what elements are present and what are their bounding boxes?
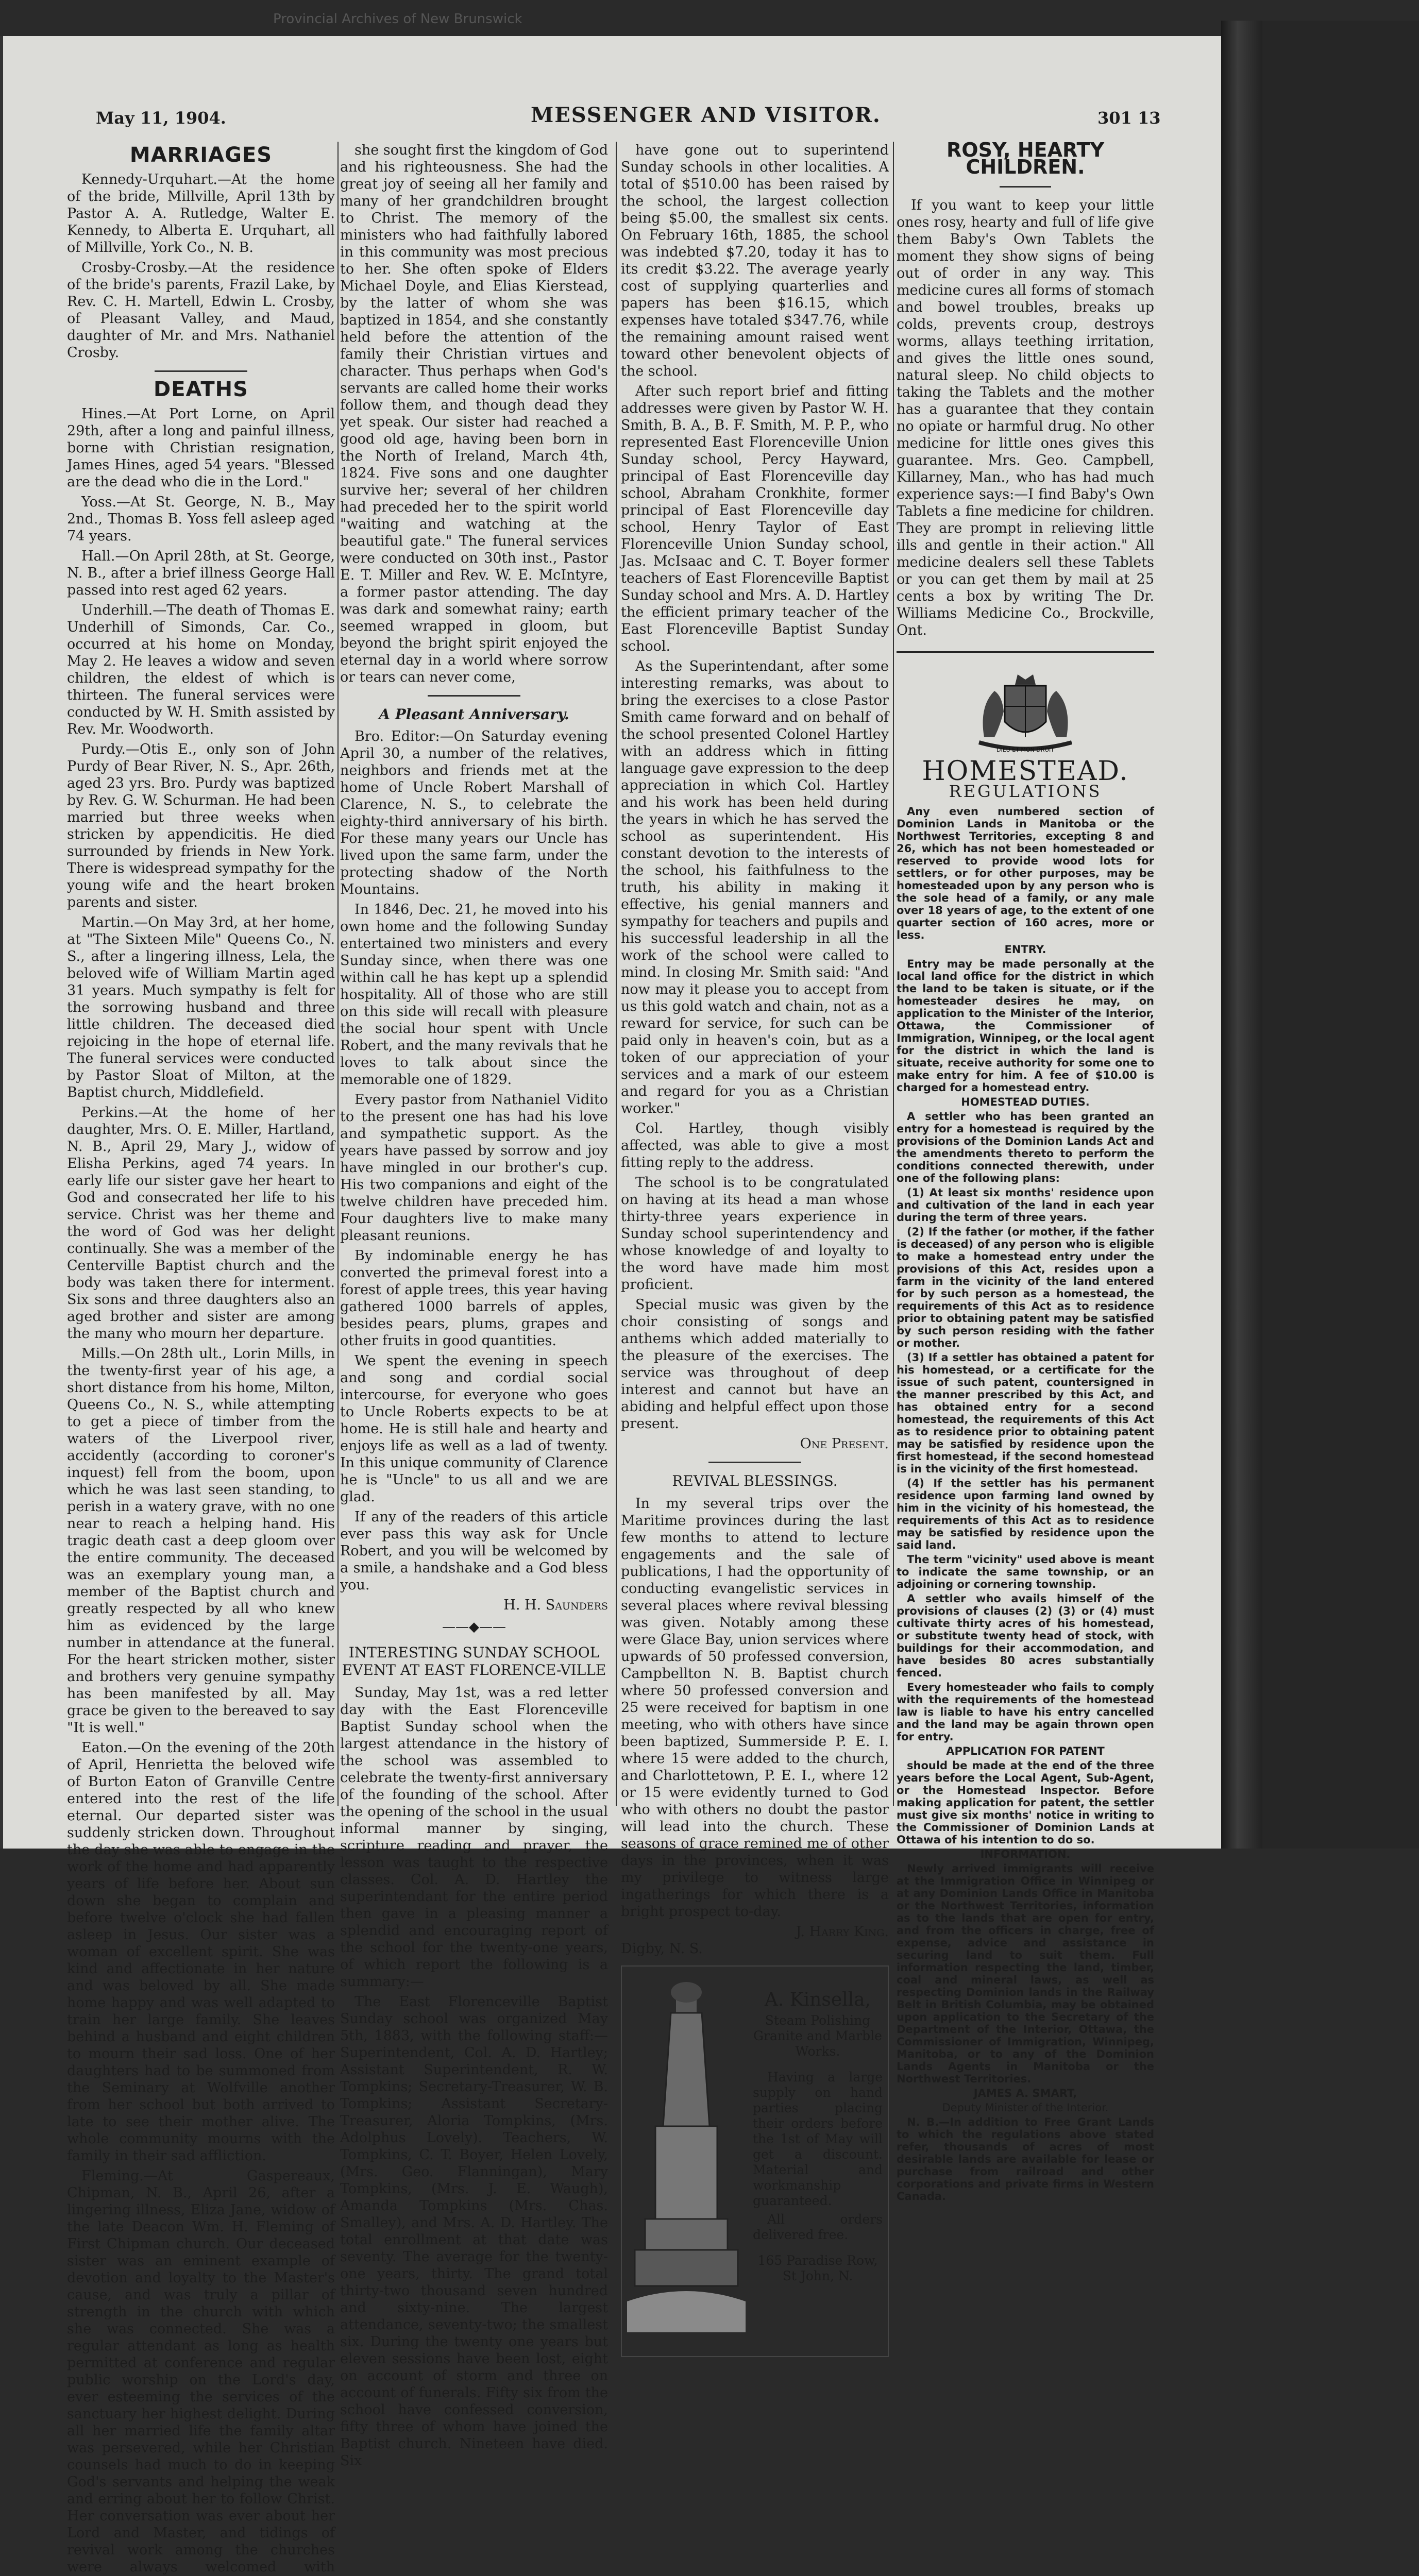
entry-heading: ENTRY.: [1004, 943, 1046, 956]
marriage-notice: Crosby-Crosby.—At the residence of the bride's parents, Frazil Lake, by Rev. C. H. Martell, Edwin L. Crosby, of Pleasant Valley, and Maud, daughter of Mr. and Mrs. Nathaniel Crosby.: [67, 260, 335, 361]
kinsella-advertisement: [621, 1965, 889, 2357]
issue-date: May 11, 1904.: [96, 108, 226, 128]
school-paragraph: have gone out to superintend Sunday schools in other localities. A total of $510.00 has been raised by the school, the largest collection being $5.00, the smallest six cents. On February 16th, 1885, the school was indebted $7.20, today it has to its credit $3.22. The average yearly cost of supplying quarterlies and papers has been $16.15, which expenses have totaled $347.76, while the remaining amount raised went toward other benevolent objects of the school.: [621, 142, 889, 379]
advertiser-trade: Steam Polishing Granite and Marble Works.: [753, 2013, 882, 2059]
monument-illustration: [627, 1972, 746, 2343]
death-notice: Mills.—On 28th ult., Lorin Mills, in the twenty-first year of his age, a short distance from his home, Milton, Queens Co., N. S., while attempting to get a piece of timber from the waters of the Liverpool river, accidently (according to coroner's inquest) fell from the boom, upon which he was last seen standing, to perish in a watery grave, with no one near to reach a helping hand. His tragic death cast a deep gloom over the entire community. The deceased was an exemplary young man, a member of the Baptist church and greatly respected by all who knew him as evidenced by the large number in attendance at the funeral. For the heart stricken mother, sister and brothers very genuine sympathy has been manifested by all. May grace be given to the bereaved to say "It is well.": [67, 1346, 335, 1736]
school-paragraph: Special music was given by the choir consisting of songs and anthems which added materially to the pleasure of the exercises. The service was throughout of deep interest and cannot but have an abiding and helpful effect upon those present.: [621, 1297, 889, 1432]
duties-heading: HOMESTEAD DUTIES.: [961, 1096, 1090, 1108]
divider: [897, 651, 1154, 653]
revival-heading: REVIVAL BLESSINGS.: [672, 1472, 838, 1489]
death-notice: Hines.—At Port Lorne, on April 29th, after a long and painful illness, borne with Christian resignation, James Hines, aged 54 years. "Blessed are the dead who die in the Lord.": [67, 406, 335, 490]
patent-text: should be made at the end of the three years before the Local Agent, Sub-Agent, or the Homestead Inspector. Before making application for patent, the settler must give six months' notice in writing to the Commissioner of Dominion Lands at Ottawa of his intention to do so.: [897, 1759, 1154, 1846]
death-notice: Martin.—On May 3rd, at her home, at "The Sixteen Mile" Queens Co., N. S., after a lingering illness, Lela, the beloved wife of William Martin aged 31 years. Much sympathy is felt for the sorrowing husband and three little children. The deceased died rejoicing in the hope of eternal life. The funeral services were conducted by Pastor Sloat of Milton, at the Baptist church, Middlefield.: [67, 914, 335, 1100]
anniversary-paragraph: Bro. Editor:—On Saturday evening April 30, a number of the relatives, neighbors and friends met at the home of Uncle Robert Marshall of Clarence, N. S., to celebrate the eighty-third anniversary of his birth. For these many years our Uncle has lived upon the same farm, under the protecting shadow of the North Mountains.: [340, 728, 608, 897]
revival-paragraph: In my several trips over the Maritime provinces during the last few months to attend to lecture engagements and the sale of publications, I had the opportunity of conducting evangelistic services in several places where revival blessing was given. Notably among these were Glace Bay, union services where upwards of 50 professed conversion, Campbellton N. B. Baptist church where 50 professed conversion and 25 were received for baptism in one meeting, who with others have since been baptized, Summerside P. E. I. where 15 were added to the church, and Charlottetown, P. E. I., where 12 or 15 were evidently turned to God who with others no doubt the pastor will lead into the church. These seasons of grace remined me of other days in the provinces, when it was my privilege to witness large ingatherings for which there is a bright prospect to-day.: [621, 1496, 889, 1920]
duties-text: (3) If a settler has obtained a patent for his homestead, or a certificate for the issue of such patent, countersigned in the manner prescribed by this Act, and has obtained entry for a second homestead, the requirements of this Act as to residence prior to obtaining patent may be satisfied by residence upon the first homestead, if the second homestead is in the vicinity of the first homestead.: [897, 1351, 1154, 1475]
scan-background: [1262, 21, 1419, 1849]
divider: [155, 370, 247, 372]
nb-note: N. B.—In addition to Free Grant Lands to which the regulations above stated refer, thousands of acres of most desirable lands are available for lease or purchase from railroad and other corporations and private firms in Western Canada.: [897, 2116, 1154, 2202]
school-paragraph: The school is to be congratulated on having at its head a man whose thirty-three years experience in Sunday school superintendency and whose knowledge of and loyalty to the word have made him most proficient.: [621, 1175, 889, 1293]
signer-name: JAMES A. SMART,: [973, 2087, 1077, 2099]
school-signature: One Present.: [800, 1436, 889, 1452]
death-notice: Purdy.—Otis E., only son of John Purdy of Bear River, N. S., Apr. 26th, aged 23 yrs. Bro. Purdy was baptized by Rev. G. W. Schurman. He had been married but three weeks when stricken by appendicitis. He died surrounded by friends in New York. There is widespread sympathy for the young wife and the heart broken parents and sister.: [67, 741, 335, 910]
revival-signature: J. Harry King.: [796, 1924, 889, 1940]
homestead-heading: HOMESTEAD.: [922, 756, 1129, 787]
ad-text: [753, 1972, 883, 2351]
anniversary-paragraph: We spent the evening in speech and song and cordial social intercourse, for everyone who goes to Uncle Roberts expects to be at home. He is still hale and hearty and enjoys life as well as a lad of twenty. In this unique community of Clarence he is "Uncle" to us all and we are glad.: [340, 1353, 608, 1505]
ad-address: 165 Paradise Row, St John, N.: [757, 2253, 878, 2283]
entry-text: Entry may be made personally at the local land office for the district in which the land to be taken is situate, or if the homesteader desires he may, on application to the Minister of the Interior, Ottawa, the Commissioner of Immigration, Winnipeg, or the local agent for the district in which the land is situate, receive authority for some one to make entry for him. A fee of $10.00 is charged for a homestead entry.: [897, 958, 1154, 1094]
information-heading: INFORMATION.: [980, 1848, 1071, 1860]
duties-text: A settler who avails himself of the provisions of clauses (2) (3) or (4) must cultivate thirty acres of his homestead, or substitute twenty head of stock, with buildings for their accommodation, and have besides 80 acres substantially fenced.: [897, 1592, 1154, 1679]
column-rule: [616, 142, 617, 1806]
column-advertisements: [897, 139, 1154, 2202]
column-marriages-deaths: [67, 142, 335, 2575]
column-rule: [337, 142, 339, 1806]
rosy-children-heading: ROSY, HEARTY CHILDREN.: [947, 139, 1104, 178]
anniversary-heading: A Pleasant Anniversary.: [379, 706, 569, 723]
death-notice: Fleming.—At Gaspereaux, Chipman, N. B., April 26, after a lingering illness, Eliza Jane, widow of the late Deacon Wm. H. Fleming of First Chipman church. Our deceased sister was an eminent example of devotion and loyalty to the Master's cause, and was truly a pillar of strength in the church with which she was connected. She was a regular attendant as long as health permitted at conference and regular public worship on the Lord's day, ever esteeming the services of the sanctuary her highest delight. During all her married life the family altar was persevered, while her Christian counsels had much to do in keeping God's servants and helping the weak and erring about her to follow Christ. Her conversation was ever about her Lord and Master, and tidings of revival work among the churches were always welcomed with: [67, 2168, 335, 2575]
ad-body: Having a large supply on hand parties placing their orders before the 1st of May will get a discount. Material and workmanship guaranteed.: [753, 2070, 883, 2208]
regulations-heading: REGULATIONS: [949, 782, 1102, 801]
anniversary-signature: H. H. Saunders: [503, 1597, 608, 1613]
divider: [1000, 186, 1051, 188]
death-notice: Eaton.—On the evening of the 20th of April, Henrietta the beloved wife of Burton Eaton of Granville Centre entered into the rest of the life eternal. Our departed sister was suddenly stricken down. Throughout the day she was able to engage in the work of the home and had apparently years of life before her. About sun down she began to complain and before twelve o'clock she had fallen asleep in Jesus. Our sister was a woman of excellent spirit. She was kind and affectionate in her nature and was beloved by all. She made home happy and was well adapted to train her large family. She leaves behind a husband and eight children to mourn their sad loss. One of her daughters had to be summoned from the Seminary at Wolfville another from her school but both arrived to late to see their mother alive. The whole community mourns with the family in their sad affliction.: [67, 1740, 335, 2164]
revival-place: Digby, N. S.: [621, 1941, 703, 1957]
divider: [708, 1462, 801, 1463]
rosy-children-text: If you want to keep your little ones rosy, hearty and full of life give them Baby's Own Tablets the moment they show signs of being out of order in any way. This medicine cures all forms of stomach and bowel troubles, breaks up colds, prevents croup, destroys worms, allays teething irritation, and gives the little ones sound, natural sleep. No child objects to taking the Tablets and the mother has a guarantee that they contain no opiate or harmful drug. No other medicine for little ones gives this guarantee. Mrs. Geo. Campbell, Killarney, Man., who has had much experience says:—I find Baby's Own Tablets a fine medicine for children. They are prompt in relieving little ills and gentle in their action." All medicine dealers sell these Tablets or you can get them by mail at 25 cents a box by writing The Dr. Williams Medicine Co., Brockville, Ont.: [897, 197, 1154, 638]
school-paragraph: Col. Hartley, though visibly affected, was able to give a most fitting reply to the address.: [621, 1121, 889, 1171]
obituary-continued: she sought first the kingdom of God and his righteousness. She had the great joy of seeing all her family and many of her grandchildren brought to Christ. The memory of the ministers who had faithfully labored in this community was most precious to her. She often spoke of Elders Michael Doyle, and Elias Kierstead, by the latter of whom she was baptized in 1854, and she constantly held before the attention of the family their Christian virtues and character. Thus perhaps when God's servants are called home their works follow them, and though dead they yet speak. Our sister had reached a good old age, having been born in the North of Ireland, March 4th, 1824. Five sons and one daughter survive her; several of her children had preceded her to the spirit world "waiting and watching at the beautiful gate." The funeral services were conducted on 30th inst., Pastor E. T. Miller and Rev. W. E. McIntyre, a former pastor attending. The day was dark and somewhat rainy; earth seemed wrapped in gloom, but beyond the bright spirit enjoyed the eternal day in a world where sorrow or tears can never come,: [340, 142, 608, 685]
duties-text: The term "vicinity" used above is meant to indicate the same township, or an adjoining or cornering township.: [897, 1553, 1154, 1590]
signer-title: Deputy Minister of the Interior.: [942, 2102, 1109, 2114]
school-paragraph: As the Superintendant, after some interesting remarks, was about to bring the exercises to a close Pastor Smith came forward and on behalf of the school presented Colonel Hartley with an address which in fitting language gave expression to the deep appreciation in which Col. Hartley and his work has been held during the years in which he has served the school as superintendent. His constant devotion to the interests of the school, his faithfulness to the truth, his ability in making it effective, his genial manners and sympathy for teachers and pupils and his successful leadership in all the work of the school were called to mind. In closing Mr. Smith said: "And now may it please you to accept from us this gold watch and chain, not as a reward for service, for such can be paid only in heaven's coin, but as a token of our appreciation of your services and a mark of our esteem and regard for you as a Christian worker.": [621, 658, 889, 1116]
duties-text: Every homesteader who fails to comply with the requirements of the homestead law is liable to have his entry cancelled and the land may be again thrown open for entry.: [897, 1681, 1154, 1743]
duties-text: (4) If the settler has his permanent residence upon farming land owned by him in the vicinity of his homestead, the requirements of this Act as to residence may be satisfied by residence upon the said land.: [897, 1477, 1154, 1551]
homestead-regulations: [897, 805, 1154, 2202]
page-number: 301 13: [1097, 108, 1161, 128]
school-paragraph: After such report brief and fitting addresses were given by Pastor W. H. Smith, B. A., B. F. Smith, M. P. P., who represented East Florenceville Union Sunday school, Percy Hayward, principal of East Florenceville day school, Abraham Cronkhite, former principal of East Florenceville day school, Henry Taylor of East Florenceville Union Sunday school, Jas. McIsaac and C. T. Boyer former teachers of East Florenceville Baptist Sunday school and Mrs. A. D. Hartley the efficient primary teacher of the East Florenceville Baptist Sunday school.: [621, 383, 889, 654]
column-school-revival: [621, 142, 889, 2283]
duties-text: (2) If the father (or mother, if the father is deceased) of any person who is eligible to make a homestead entry under the provisions of this Act, resides upon a farm in the vicinity of the land entered for by such person as a homestead, the requirements of this Act as to residence prior to obtaining patent may be satisfied by such person residing with the father or mother.: [897, 1226, 1154, 1349]
school-paragraph: Sunday, May 1st, was a red letter day with the East Florenceville Baptist Sunday school when the largest attendance in the history of the school was assembled to celebrate the twenty-first anniversary of the founding of the school. After the opening of the school in the usual informal manner by singing, scripture reading and prayer, the lesson was taught to the respective classes. Col. A. D. Hartley the superintendant for the entire period then gave in a pleasing manner a splendid and encouraging report of the school for the twenty-one years, of which report the following is a summary:—: [340, 1685, 608, 1990]
ornament-divider: ——◆——: [442, 1619, 506, 1635]
advertiser-name: A. Kinsella,: [764, 1989, 871, 2010]
death-notice: Yoss.—At St. George, N. B., May 2nd., Thomas B. Yoss fell asleep aged 74 years.: [67, 494, 335, 544]
binding-spine: [1221, 21, 1262, 1849]
patent-heading: APPLICATION FOR PATENT: [946, 1745, 1105, 1757]
masthead: MESSENGER AND VISITOR.: [531, 103, 881, 127]
anniversary-paragraph: Every pastor from Nathaniel Vidito to the present one has had his love and sympathetic support. As the years have passed by sorrow and joy have mingled in our brother's cup. His two companions and eight of the twelve children have preceded him. Four daughters live to make many pleasant reunions.: [340, 1092, 608, 1244]
anniversary-paragraph: By indominable energy he has converted the primeval forest into a forest of apple trees, this year having gathered 1000 barrels of apples, besides pears, plums, grapes and other fruits in good quantities.: [340, 1248, 608, 1349]
school-paragraph: The East Florenceville Baptist Sunday school was organized May 5th, 1883, with the following staff:—Superintendent, Col. A. D. Hartley; Assistant Superintendent, R. W. Tompkins; Secretary-Treasurer, W. B. Tompkins; Assistant Secretary-Treasurer, Aloria Tompkins, (Mrs. Adolphus Lovely). Teachers, W. Tompkins, C. T. Boyer, Helen Lovely, (Mrs. Geo. Flanningan), Mary Tompkins, (Mrs. J. E. Waugh), Amanda Tompkins (Mrs. Chas. Smalley), and Mrs. A. D. Hartley. The total enrollment at that date was seventy. The average for the twenty-one years, thirty. The grand total thirty-two thousand seven hundred and sixty-nine. The largest attendance, seventy-two; the smallest six. During the twenty one years but eleven sessions have been lost, eight on account of storm and three on account of funerals. Fifty six from the school have confessed conversion, fifty three of whom have joined the Baptist church. Nineteen have died. Six: [340, 1994, 608, 2469]
regulations-intro: Any even numbered section of Dominion Lands in Manitoba or the Northwest Territories, excepting 8 and 26, which has not been homesteaded or reserved to provide wood lots for settlers, or for other purposes, may be homesteaded upon by any person who is the sole head of a family, or any male over 18 years of age, to the extent of one quarter section of 160 acres, more or less.: [897, 805, 1154, 941]
marriages-heading: MARRIAGES: [129, 143, 273, 167]
column-anniversary-school: [340, 142, 608, 2469]
column-rule: [893, 142, 894, 1806]
death-notice: Underhill.—The death of Thomas E. Underhill of Simonds, Car. Co., occurred at his home on Monday, May 2. He leaves a widow and seven children, the eldest of which is thirteen. The funeral services were conducted by W. H. Smith assisted by Rev. Mr. Woodworth.: [67, 602, 335, 737]
marriage-notice: Kennedy-Urquhart.—At the home of the bride, Millville, April 13th by Pastor A. A. Rutledge, Walter E. Kennedy, to Alberta E. Urquhart, all of Millville, York Co., N. B.: [67, 172, 335, 256]
deaths-heading: DEATHS: [154, 378, 248, 401]
death-notice: Perkins.—At the home of her daughter, Mrs. O. E. Miller, Hartland, N. B., April 29, Mary J., widow of Elisha Perkins, aged 74 years. In early life our sister gave her heart to God and consecrated her life to his service. Christ was her theme and the word of God was her delight continually. She was a member of the Centerville Baptist church and the body was taken there for interment. Six sons and three daughters also an aged brother and sister are among the many who mourn her departure.: [67, 1105, 335, 1342]
archive-stamp: Provincial Archives of New Brunswick: [273, 11, 522, 27]
crest-motto: DIEU ET MON DROIT: [996, 747, 1054, 753]
anniversary-paragraph: In 1846, Dec. 21, he moved into his own home and the following Sunday entertained two ministers and every Sunday since, when there was one within call he has kept up a splendid hospitality. All of those who are still on this side will recall with pleasure the social hour spent with Uncle Robert, and the many revivals that he loves to talk about since the memorable one of 1829.: [340, 902, 608, 1088]
ad-orders: All orders delivered free.: [753, 2212, 883, 2242]
school-event-heading: INTERESTING SUNDAY SCHOOL EVENT AT EAST FLORENCE-VILLE: [342, 1644, 606, 1679]
duties-text: A settler who has been granted an entry for a homestead is required by the provisions of the Dominion Lands Act and the amendments thereto to perform the conditions connected therewith, under one of the following plans:: [897, 1110, 1154, 1184]
information-text: Newly arrived immigrants will receive at the Immigration Office in Winnipeg or at any Dominion Lands Office in Manitoba or the Northwest Territories, information as to the lands that are open for entry, and from the officers in charge, free of expense, advice and assistance in securing land to suit them. Full information respecting the land, timber, coal and mineral laws, as well as respecting Dominion lands in the Railway Belt in British Columbia, may be obtained upon application to the Secretary of the Department of the Interior, Ottawa, the Commissioner of Immigration, Winnipeg, Manitoba, or to any of the Dominion Lands Agents in Manitoba or the Northwest Territories.: [897, 1862, 1154, 2085]
death-notice: Hall.—On April 28th, at St. George, N. B., after a brief illness George Hall passed into rest aged 62 years.: [67, 548, 335, 598]
anniversary-paragraph: If any of the readers of this article ever pass this way ask for Uncle Robert, and you will be welcomed by a smile, a handshake and a God bless you.: [340, 1509, 608, 1593]
divider: [428, 695, 520, 697]
duties-text: (1) At least six months' residence upon and cultivation of the land in each year during the term of three years.: [897, 1187, 1154, 1224]
royal-coat-of-arms-icon: [948, 665, 1103, 758]
